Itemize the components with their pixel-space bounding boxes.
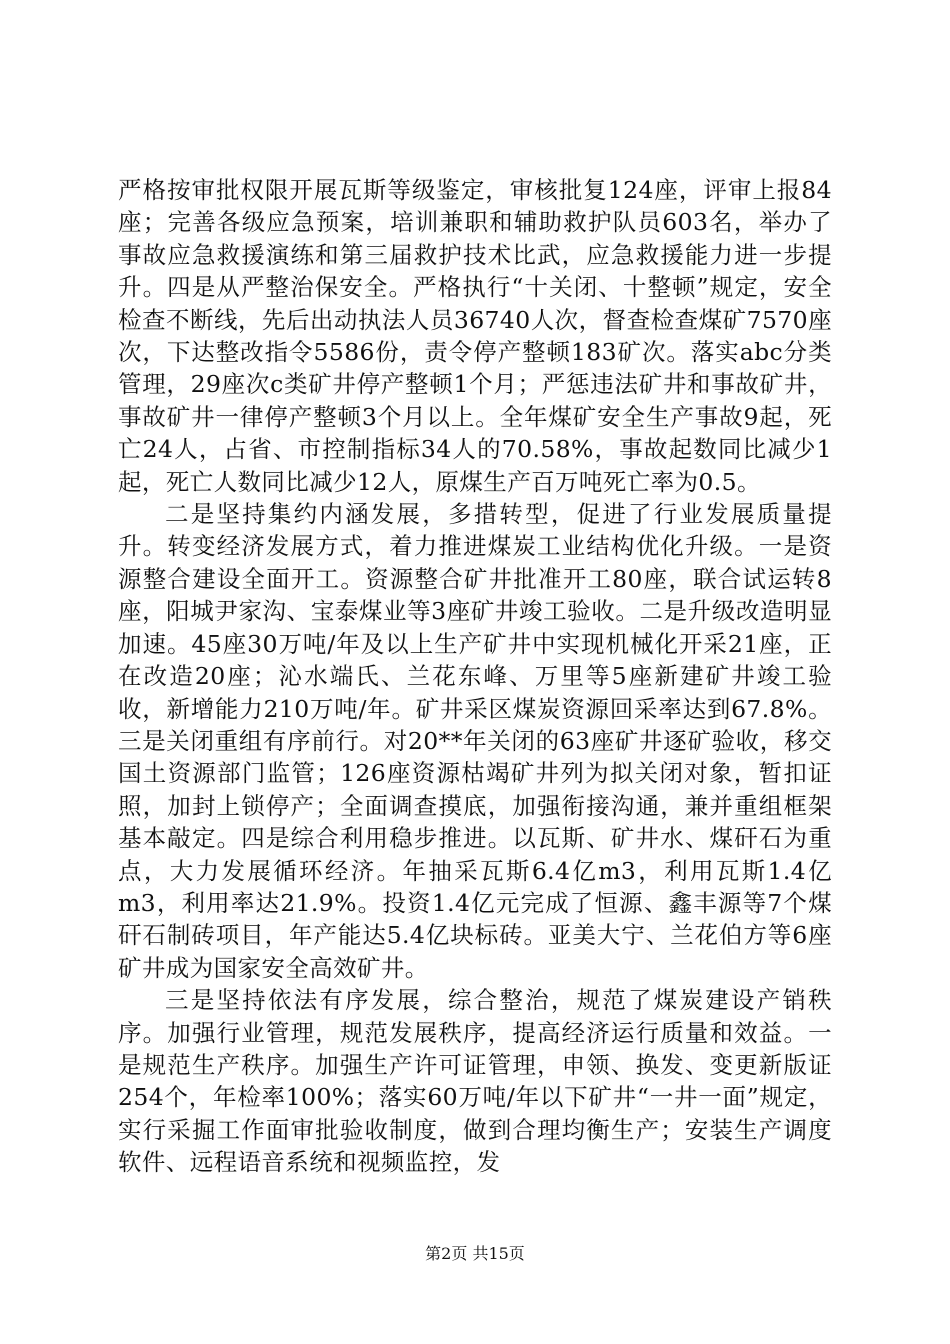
- document-body: [118, 174, 832, 1179]
- page-number-label: 第2页 共15页: [425, 1244, 525, 1263]
- paragraph-2: 二是坚持集约内涵发展，多措转型，促进了行业发展质量提升。转变经济发展方式，着力推进煤炭工业结构优化升级。一是资源整合建设全面开工。资源整合矿井批准开工80座，联合试运转8座，阳城尹家沟、宝泰煤业等3座矿井竣工验收。二是升级改造明显加速。45座30万吨/年及以上生产矿井中实现机械化开采21座，正在改造20座；沁水端氏、兰花东峰、万里等5座新建矿井竣工验收，新增能力210万吨/年。矿井采区煤炭资源回采率达到67.8%。三是关闭重组有序前行。对20**年关闭的63座矿井逐矿验收，移交国土资源部门监管；126座资源枯竭矿井列为拟关闭对象，暂扣证照，加封上锁停产；全面调查摸底，加强衔接沟通，兼并重组框架基本敲定。四是综合利用稳步推进。以瓦斯、矿井水、煤矸石为重点，大力发展循环经济。年抽采瓦斯6.4亿m3，利用瓦斯1.4亿m3，利用率达21.9%。投资1.4亿元完成了恒源、鑫丰源等7个煤矸石制砖项目，年产能达5.4亿块标砖。亚美大宁、兰花伯方等6座矿井成为国家安全高效矿井。: [118, 500, 832, 982]
- paragraph-1: 严格按审批权限开展瓦斯等级鉴定，审核批复124座，评审上报84座；完善各级应急预案，培训兼职和辅助救护队员603名，举办了事故应急救援演练和第三届救护技术比武，应急救援能力进一步提升。四是从严整治保安全。严格执行“十关闭、十整顿”规定，安全检查不断线，先后出动执法人员36740人次，督查检查煤矿7570座次，下达整改指令5586份，责令停产整顿183矿次。落实abc分类管理，29座次c类矿井停产整顿1个月；严惩违法矿井和事故矿井，事故矿井一律停产整顿3个月以上。全年煤矿安全生产事故9起，死亡24人，占省、市控制指标34人的70.58%，事故起数同比减少1起，死亡人数同比减少12人，原煤生产百万吨死亡率为0.5。: [118, 176, 832, 496]
- page-footer: [0, 1244, 950, 1264]
- paragraph-3: 三是坚持依法有序发展，综合整治，规范了煤炭建设产销秩序。加强行业管理，规范发展秩序，提高经济运行质量和效益。一是规范生产秩序。加强生产许可证管理，申领、换发、变更新版证254个，年检率100%；落实60万吨/年以下矿井“一井一面”规定，实行采掘工作面审批验收制度，做到合理均衡生产；安装生产调度软件、远程语音系统和视频监控，发: [118, 986, 832, 1177]
